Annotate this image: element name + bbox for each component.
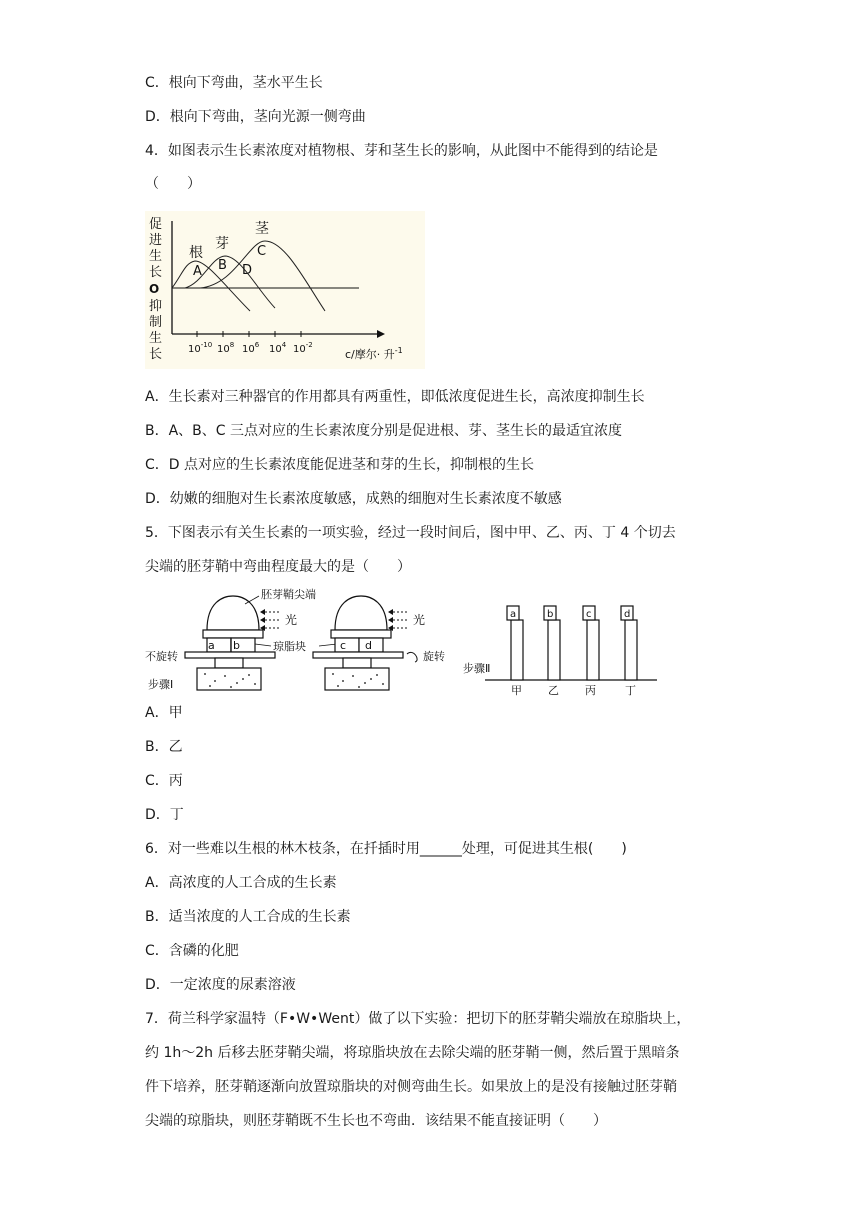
rotate-label: 旋转: [423, 650, 445, 663]
point-b: B: [218, 258, 227, 273]
q4-option-a: A．生长素对三种器官的作用都具有两重性，即低浓度促进生长，高浓度抑制生长: [145, 389, 645, 405]
q5-stem-line2: 尖端的胚芽鞘中弯曲程度最大的是（ ）: [145, 559, 411, 575]
step2-label: 步骤Ⅱ: [463, 662, 491, 675]
origin-label: O: [149, 282, 160, 296]
tick-label: $10^{-2}$: [293, 341, 313, 355]
block-c-step2: c: [586, 609, 592, 620]
y-label-char: 制: [149, 315, 163, 330]
q7-line2: 约 1h～2h 后移去胚芽鞘尖端，将琼脂块放在去除尖端的胚芽鞘一侧，然后置于黑暗条: [145, 1045, 680, 1061]
q4-stem: 4．如图表示生长素浓度对植物根、芽和茎生长的影响，从此图中不能得到的结论是: [145, 143, 658, 159]
light-label-right: 光: [413, 613, 426, 627]
block-a-left: a: [208, 639, 215, 652]
name-jia: 甲: [511, 684, 522, 697]
step1-label: 步骤Ⅰ: [148, 678, 174, 691]
block-b-left: b: [233, 639, 240, 652]
coleoptile-svg: [145, 588, 660, 698]
auxin-curve-svg: [145, 211, 425, 369]
name-bing: 丙: [585, 684, 596, 697]
tick-label: $10^{-10}$: [188, 341, 213, 355]
no-rotate-label: 不旋转: [145, 650, 178, 663]
tick-label: $10^8$: [217, 341, 235, 355]
q4-option-c: C．D 点对应的生长素浓度能促进茎和芽的生长，抑制根的生长: [145, 457, 535, 473]
q5-option-b: B．乙: [145, 739, 183, 755]
light-arrows-right: [393, 612, 409, 628]
q5-option-c: C．丙: [145, 773, 183, 789]
tick-label: $10^6$: [242, 341, 260, 355]
step1-left-setup: [185, 596, 275, 690]
y-label-char: 抑: [149, 299, 163, 314]
curve-label-root: 根: [189, 245, 203, 261]
q6-option-b: B．适当浓度的人工合成的生长素: [145, 909, 351, 925]
q4-option-b: B．A、B、C 三点对应的生长素浓度分别是促进根、芽、茎生长的最适宜浓度: [145, 423, 623, 439]
q6-stem: 6．对一些难以生根的林木枝条，在扦插时用______处理，可促进其生根( ): [145, 841, 627, 857]
light-arrow-heads-left: [260, 609, 265, 631]
y-label-char: 进: [149, 233, 163, 248]
light-arrow-heads-right: [388, 609, 393, 631]
rotate-arrow-icon: [407, 652, 417, 662]
tick-label: $10^4$: [269, 341, 287, 355]
q7-line4: 尖端的琼脂块，则胚芽鞘既不生长也不弯曲．该结果不能直接证明（ ）: [145, 1113, 607, 1129]
point-a: A: [193, 264, 202, 279]
q5-stem-line1: 5．下图表示有关生长素的一项实验，经过一段时间后，图中甲、乙、丙、丁 4 个切去: [145, 525, 676, 541]
agar-pointer-right: [319, 644, 337, 646]
agar-label: 琼脂块: [273, 640, 306, 653]
curve-label-stem: 茎: [255, 221, 269, 237]
agar-pointer-left: [255, 644, 271, 646]
y-label-char: 生: [149, 249, 163, 264]
block-a-step2: a: [510, 609, 517, 620]
y-label-char: 长: [149, 347, 163, 362]
q6-option-d: D．一定浓度的尿素溶液: [145, 977, 296, 993]
point-d: D: [242, 263, 253, 278]
name-ding: 丁: [625, 684, 636, 697]
light-arrows-left: [265, 612, 281, 628]
y-axis-label-promote: [149, 217, 162, 280]
curve-label-bud: 芽: [215, 236, 229, 252]
x-axis-unit: c/摩尔· 升$^{-1}$: [345, 346, 403, 361]
q5-option-d: D．丁: [145, 807, 184, 823]
q7-line3: 件下培养，胚芽鞘逐渐向放置琼脂块的对侧弯曲生长。如果放上的是没有接触过胚芽鞘: [145, 1079, 677, 1095]
q4-bracket: （ ）: [145, 176, 201, 192]
q5-option-a: A．甲: [145, 705, 183, 721]
q4-option-d: D．幼嫩的细胞对生长素浓度敏感，成熟的细胞对生长素浓度不敏感: [145, 491, 562, 507]
light-label-left: 光: [285, 613, 298, 627]
point-c: C: [257, 244, 267, 259]
q7-line1: 7．荷兰科学家温特（F•W•Went）做了以下实验：把切下的胚芽鞘尖端放在琼脂块上，: [145, 1011, 691, 1027]
block-d-left: d: [365, 639, 372, 652]
block-b-step2: b: [547, 609, 554, 620]
step1-right-setup: [313, 596, 403, 690]
auxin-curve-figure: [145, 211, 425, 369]
step2-coleoptiles: [507, 606, 637, 680]
y-label-char: 促: [149, 217, 163, 232]
q3-option-c: C．根向下弯曲，茎水平生长: [145, 75, 323, 91]
q3-option-d: D．根向下弯曲，茎向光源一侧弯曲: [145, 109, 366, 125]
block-c-left: c: [340, 639, 347, 652]
tip-label: 胚芽鞘尖端: [261, 588, 316, 601]
block-d-step2: d: [624, 609, 631, 620]
q6-option-c: C．含磷的化肥: [145, 943, 239, 959]
y-label-char: 长: [149, 265, 163, 280]
coleoptile-experiment-figure: [145, 588, 660, 698]
q6-option-a: A．高浓度的人工合成的生长素: [145, 875, 337, 891]
y-label-char: 生: [149, 331, 163, 346]
name-yi: 乙: [548, 684, 559, 697]
